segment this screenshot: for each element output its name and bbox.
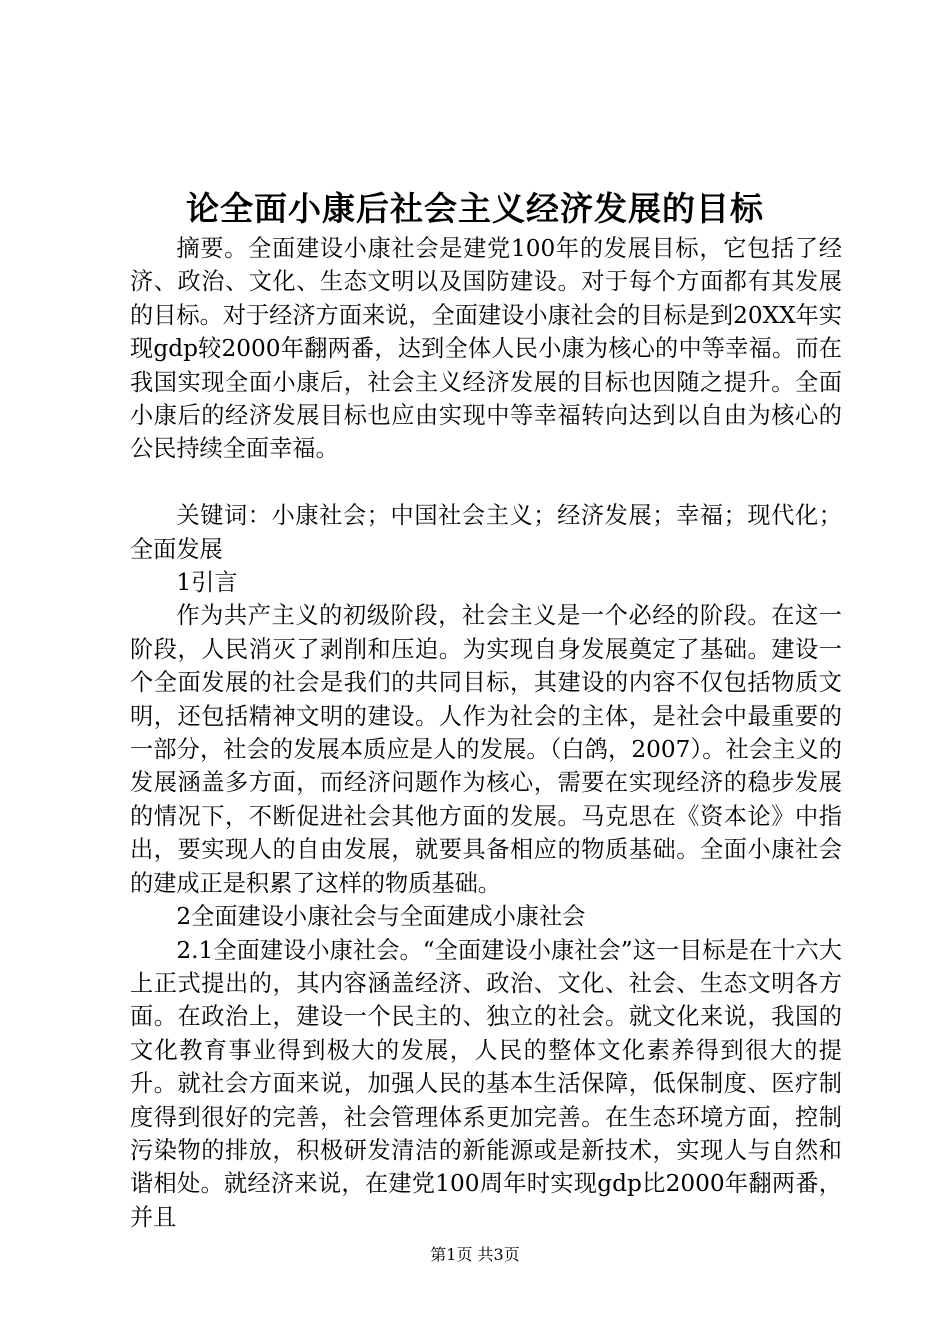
section-2-1-paragraph: 2.1全面建设小康社会。“全面建设小康社会”这一目标是在十六大上正式提出的，其内容涵盖经济、政治、文化、社会、生态文明各方面。在政治上，建设一个民主的、独立的社会。就文化来说，我国的文化教育事业得到极大的发展，人民的整体文化素养得到很大的提升。就社会方面来说，加强人民的基本生活保障，低保制度、医疗制度得到很好的完善，社会管理体系更加完善。在生态环境方面，控制污染物的排放，积极研发清洁的新能源或是新技术，实现人与自然和谐相处。就经济来说，在建党100周年时实现gdp比2000年翻两番，并且 (130, 936, 842, 1231)
document-body (130, 232, 842, 1234)
keywords-paragraph: 关键词：小康社会；中国社会主义；经济发展；幸福；现代化；全面发展 (130, 502, 842, 563)
page-footer: 第1页 共3页 (430, 1245, 520, 1264)
abstract-paragraph: 摘要。全面建设小康社会是建党100年的发展目标，它包括了经济、政治、文化、生态文明以及国防建设。对于每个方面都有其发展的目标。对于经济方面来说，全面建设小康社会的目标是到20XX年实现gdp较2000年翻两番，达到全体人民小康为核心的中等幸福。而在我国实现全面小康后，社会主义经济发展的目标也因随之提升。全面小康后的经济发展目标也应由实现中等幸福转向达到以自由为核心的公民持续全面幸福。 (130, 235, 842, 463)
intro-paragraph: 作为共产主义的初级阶段，社会主义是一个必经的阶段。在这一阶段，人民消灭了剥削和压迫。为实现自身发展奠定了基础。建设一个全面发展的社会是我们的共同目标，其建设的内容不仅包括物质文明，还包括精神文明的建设。人作为社会的主体，是社会中最重要的一部分，社会的发展本质应是人的发展。（白鸽，2007）。社会主义的发展涵盖多方面，而经济问题作为核心，需要在实现经济的稳步发展的情况下，不断促进社会其他方面的发展。马克思在《资本论》中指出，要实现人的自由发展，就要具备相应的物质基础。全面小康社会的建成正是积累了这样的物质基础。 (130, 602, 842, 897)
document-title: 论全面小康后社会主义经济发展的目标 (186, 189, 764, 228)
section-heading-2: 2全面建设小康社会与全面建成小康社会 (176, 903, 586, 931)
section-heading-intro: 1引言 (176, 569, 238, 597)
